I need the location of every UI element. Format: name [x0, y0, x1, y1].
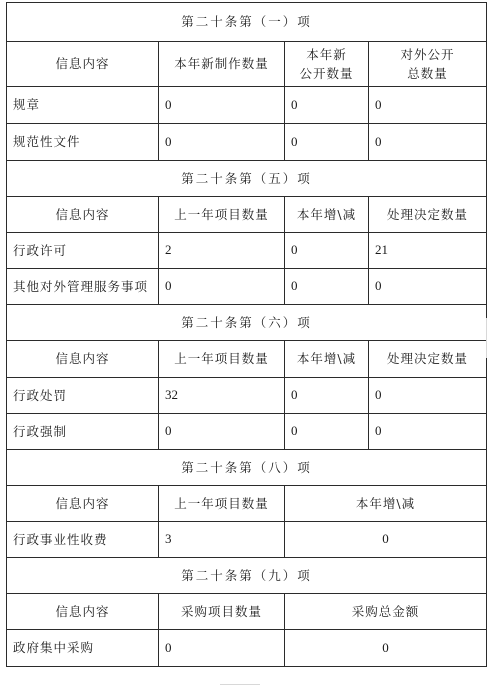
- row-label: 政府集中采购: [7, 630, 159, 667]
- value-cell: 32: [159, 378, 285, 414]
- value-cell: 0: [159, 630, 285, 667]
- table-row: [7, 630, 487, 667]
- value-cell: 0: [285, 378, 369, 414]
- row-label: 规范性文件: [7, 124, 159, 161]
- table-row: [7, 87, 487, 124]
- value-cell: 21: [369, 233, 487, 269]
- header-cell: 本年新 公开数量: [285, 42, 369, 87]
- row-label: 其他对外管理服务事项: [7, 269, 159, 305]
- value-cell: 0: [285, 414, 369, 450]
- value-cell: 0: [369, 414, 487, 450]
- value-cell: 0: [369, 378, 487, 414]
- value-cell: 0: [369, 124, 487, 161]
- value-cell: 0: [285, 522, 487, 558]
- page-corner-mark: [220, 684, 260, 689]
- header-cell: 本年增\减: [285, 486, 487, 522]
- header-cell: 上一年项目数量: [159, 197, 285, 233]
- section-title: 第二十条第（六）项: [7, 305, 487, 341]
- header-cell: 处理决定数量: [369, 341, 487, 378]
- table-row: [7, 522, 487, 558]
- header-cell: 本年增\减: [285, 341, 369, 378]
- value-cell: 0: [159, 87, 285, 124]
- value-cell: 0: [159, 124, 285, 161]
- row-label: 行政许可: [7, 233, 159, 269]
- disclosure-table: [6, 2, 487, 667]
- header-cell: 处理决定数量: [369, 197, 487, 233]
- value-cell: 0: [285, 87, 369, 124]
- value-cell: 0: [369, 269, 487, 305]
- row-label: 行政强制: [7, 414, 159, 450]
- value-cell: 0: [159, 269, 285, 305]
- header-cell: 上一年项目数量: [159, 341, 285, 378]
- header-cell: 本年新制作数量: [159, 42, 285, 87]
- section-title: 第二十条第（八）项: [7, 450, 487, 486]
- value-cell: 0: [285, 630, 487, 667]
- header-cell: 本年增\减: [285, 197, 369, 233]
- value-cell: 0: [285, 269, 369, 305]
- header-cell: 信息内容: [7, 42, 159, 87]
- header-cell: 上一年项目数量: [159, 486, 285, 522]
- header-cell: 信息内容: [7, 197, 159, 233]
- header-cell: 采购总金额: [285, 594, 487, 630]
- row-label: 行政处罚: [7, 378, 159, 414]
- value-cell: 2: [159, 233, 285, 269]
- page-edge-mark: [486, 318, 492, 358]
- table-row: [7, 124, 487, 161]
- value-cell: 0: [285, 124, 369, 161]
- table-row: [7, 414, 487, 450]
- header-cell: 采购项目数量: [159, 594, 285, 630]
- value-cell: 0: [159, 414, 285, 450]
- section-title: 第二十条第（一）项: [7, 3, 487, 42]
- value-cell: 0: [369, 87, 487, 124]
- value-cell: 3: [159, 522, 285, 558]
- table-row: [7, 378, 487, 414]
- header-cell: 信息内容: [7, 341, 159, 378]
- header-cell: 信息内容: [7, 594, 159, 630]
- section-title: 第二十条第（五）项: [7, 161, 487, 197]
- value-cell: 0: [285, 233, 369, 269]
- header-cell: 信息内容: [7, 486, 159, 522]
- row-label: 行政事业性收费: [7, 522, 159, 558]
- row-label: 规章: [7, 87, 159, 124]
- section-title: 第二十条第（九）项: [7, 558, 487, 594]
- table-row: [7, 233, 487, 269]
- header-cell: 对外公开 总数量: [369, 42, 487, 87]
- table-row: [7, 269, 487, 305]
